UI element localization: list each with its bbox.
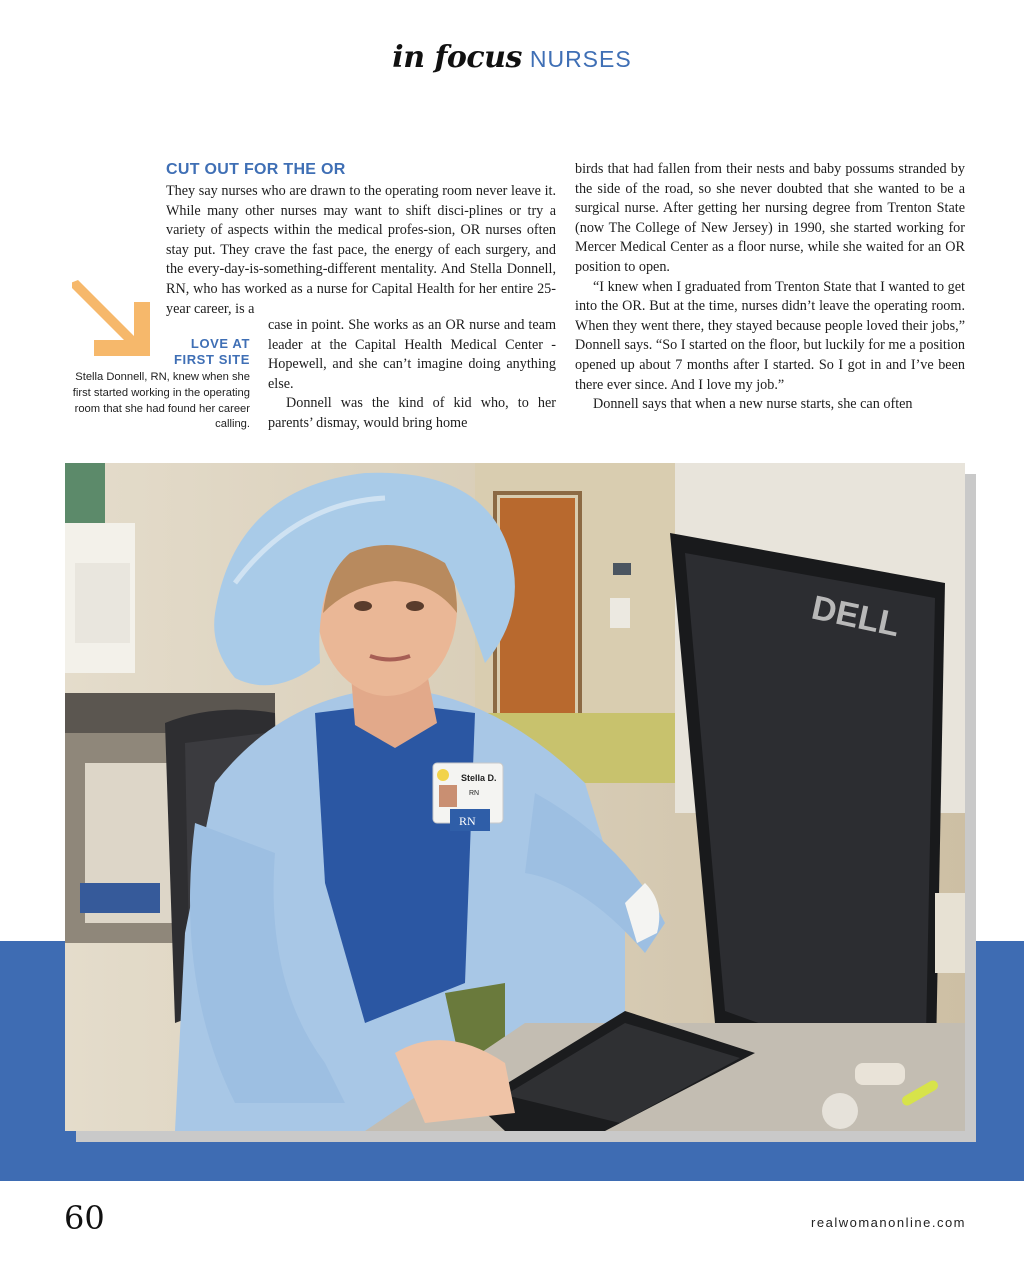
monitor-brand-logo: DELL: [808, 588, 904, 645]
caption-title-line1: LOVE AT: [190, 336, 250, 351]
photo-caption-sidebar: [60, 336, 250, 433]
article-paragraph: case in point. She works as an OR nurse and team leader at the Capital Health Medical Center - Hopewell, and she can’t imagine doing anything else.: [268, 317, 556, 392]
article-column-left: [166, 160, 556, 319]
article-paragraph: birds that had fallen from their nests and baby possums stranded by the side of the road, so she never doubted that she wanted to be a surgical nurse. After getting her nursing degree from Trenton State (now The College of New Jersey) in 1990, she started working for Mercer Medical Center as a floor nurse, while she waited for an OR position to open.: [575, 161, 965, 275]
page-number: 60: [64, 1199, 105, 1237]
header-script-title: in focus: [392, 40, 522, 75]
nurse-photo: [65, 463, 965, 1131]
article-column-left-narrow: [268, 316, 556, 434]
article-paragraph: Donnell was the kind of kid who, to her parents’ dismay, would bring home: [268, 395, 556, 431]
section-header: [0, 40, 1024, 75]
badge-name: Stella D.: [461, 773, 497, 783]
badge-rn-tag: RN: [459, 814, 476, 828]
badge-role: RN: [469, 790, 480, 797]
caption-title-line2: FIRST SITE: [173, 352, 250, 367]
article-subhead: CUT OUT FOR THE OR: [166, 161, 346, 178]
article-column-right: [575, 160, 965, 415]
article-paragraph: They say nurses who are drawn to the operating room never leave it. While many other nurses may want to shift disci-plines or try a variety of aspects within the medical profes-sion, OR nurses often stay put. They crave the fast pace, the energy of each surgery, and the every-day-is-something-different mentality. And Stella Donnell, RN, who has worked as a nurse for Capital Health for her entire 25-year career, is a: [166, 183, 556, 317]
caption-text: Stella Donnell, RN, knew when she first started working in the operating room that she had found her career calling.: [72, 371, 250, 431]
website-url: realwomanonline.com: [811, 1215, 966, 1230]
article-paragraph: “I knew when I graduated from Trenton State that I wanted to get into the OR. But at the time, nurses didn’t leave the operating room. When they went there, they stayed because people loved their jobs,” Donnell says. “So I started on the floor, but luckily for me a position opened up about 7 months after I started. So I got in and I’ve been there ever since. And I love my job.”: [575, 278, 965, 393]
article-paragraph: Donnell says that when a new nurse starts, she can often: [593, 396, 913, 413]
header-section-label: NURSES: [529, 46, 632, 72]
